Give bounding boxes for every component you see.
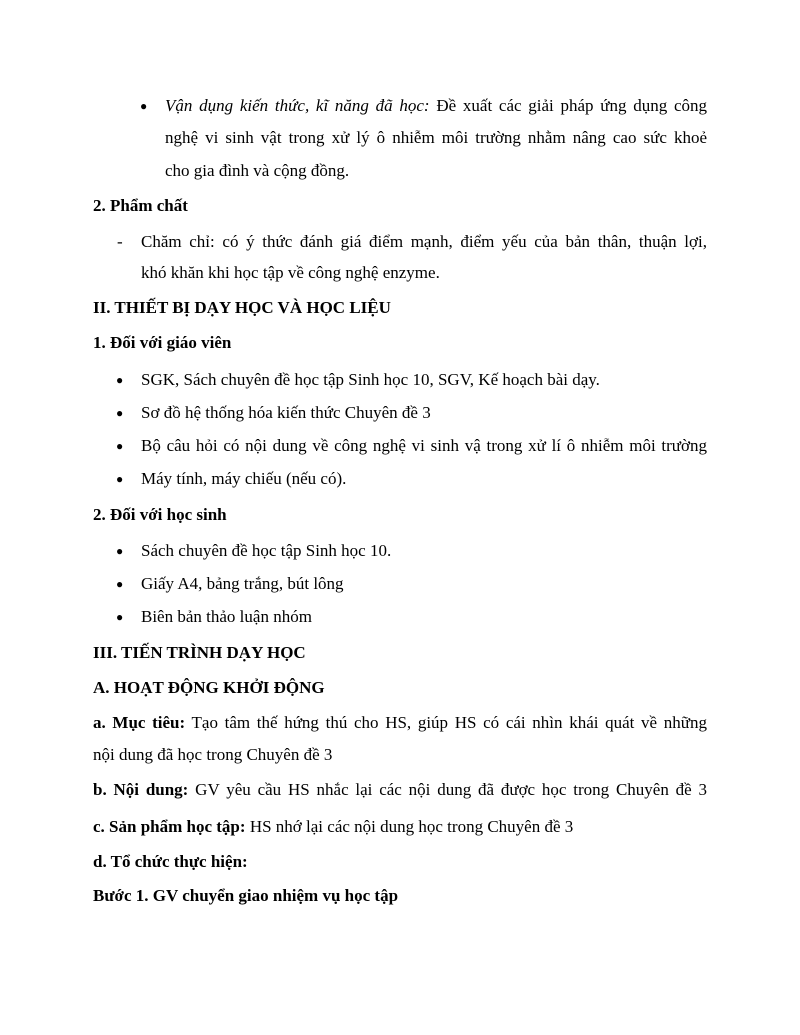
list-item: Giấy A4, bảng trắng, bút lông xyxy=(141,574,344,593)
pham-chat-line-2: khó khăn khi học tập về công nghệ enzyme. xyxy=(141,263,440,282)
subheading-giao-vien: 1. Đối với giáo viên xyxy=(93,333,232,352)
list-item: Sơ đồ hệ thống hóa kiến thức Chuyên đề 3 xyxy=(141,403,431,422)
objective-bullet-line-1 xyxy=(165,96,707,116)
objective-text-2: nghệ vi sinh vật trong xử lý ô nhiễm môi trường nhằm nâng cao sức khoẻ xyxy=(165,128,707,147)
muc-tieu-line-2: nội dung đã học trong Chuyên đề 3 xyxy=(93,745,333,764)
buoc-1-heading: Bước 1. GV chuyển giao nhiệm vụ học tập xyxy=(93,886,399,905)
bullet-icon: ● xyxy=(116,544,124,558)
list-item: Sách chuyên đề học tập Sinh học 10. xyxy=(141,541,392,560)
dash-marker: - xyxy=(117,232,123,251)
muc-tieu-line-1: a. Mục tiêu: Tạo tâm thế hứng thú cho HS, giúp HS có cái nhìn khái quát về những xyxy=(93,713,707,732)
subheading-hoc-sinh: 2. Đối với học sinh xyxy=(93,505,227,524)
bullet-icon: ● xyxy=(116,577,124,591)
objective-bullet-line-2 xyxy=(165,128,707,148)
to-chuc-heading: d. Tổ chức thực hiện: xyxy=(93,852,248,871)
list-item: Máy tính, máy chiếu (nếu có). xyxy=(141,469,347,488)
noi-dung-line: b. Nội dung: GV yêu cầu HS nhắc lại các nội dung đã được học trong Chuyên đề 3 xyxy=(93,780,708,799)
objective-text-3: cho gia đình và cộng đồng. xyxy=(165,161,350,180)
bullet-icon: ● xyxy=(116,472,124,486)
bullet-icon: ● xyxy=(140,99,148,113)
section-heading-tien-trinh: III. TIẾN TRÌNH DẠY HỌC xyxy=(93,643,306,662)
objective-text-1: Đề xuất các giải pháp ứng dụng công xyxy=(436,96,708,115)
list-item: Biên bản thảo luận nhóm xyxy=(141,607,312,626)
list-item: SGK, Sách chuyên đề học tập Sinh học 10, SGV, Kế hoạch bài dạy. xyxy=(141,370,600,389)
bullet-icon: ● xyxy=(116,373,124,387)
section-heading-khoi-dong: A. HOẠT ĐỘNG KHỞI ĐỘNG xyxy=(93,678,325,697)
san-pham-label: c. Sản phẩm học tập: xyxy=(93,817,246,836)
noi-dung-label: b. Nội dung: xyxy=(93,780,189,799)
bullet-icon: ● xyxy=(116,610,124,624)
san-pham-line: c. Sản phẩm học tập: HS nhớ lại các nội dung học trong Chuyên đề 3 xyxy=(93,817,574,836)
muc-tieu-label: a. Mục tiêu: xyxy=(93,713,186,732)
list-item: Bộ câu hỏi có nội dung về công nghệ vi sinh vậ trong xử lí ô nhiễm môi trường xyxy=(141,436,707,455)
section-heading-pham-chat: 2. Phẩm chất xyxy=(93,196,188,215)
section-heading-thiet-bi: II. THIẾT BỊ DẠY HỌC VÀ HỌC LIỆU xyxy=(93,298,391,317)
objective-label: Vận dụng kiến thức, kĩ năng đã học: xyxy=(165,96,430,115)
pham-chat-line-1: Chăm chỉ: có ý thức đánh giá điểm mạnh, điểm yếu của bản thân, thuận lợi, xyxy=(141,232,707,251)
bullet-icon: ● xyxy=(116,406,124,420)
bullet-icon: ● xyxy=(116,439,124,453)
